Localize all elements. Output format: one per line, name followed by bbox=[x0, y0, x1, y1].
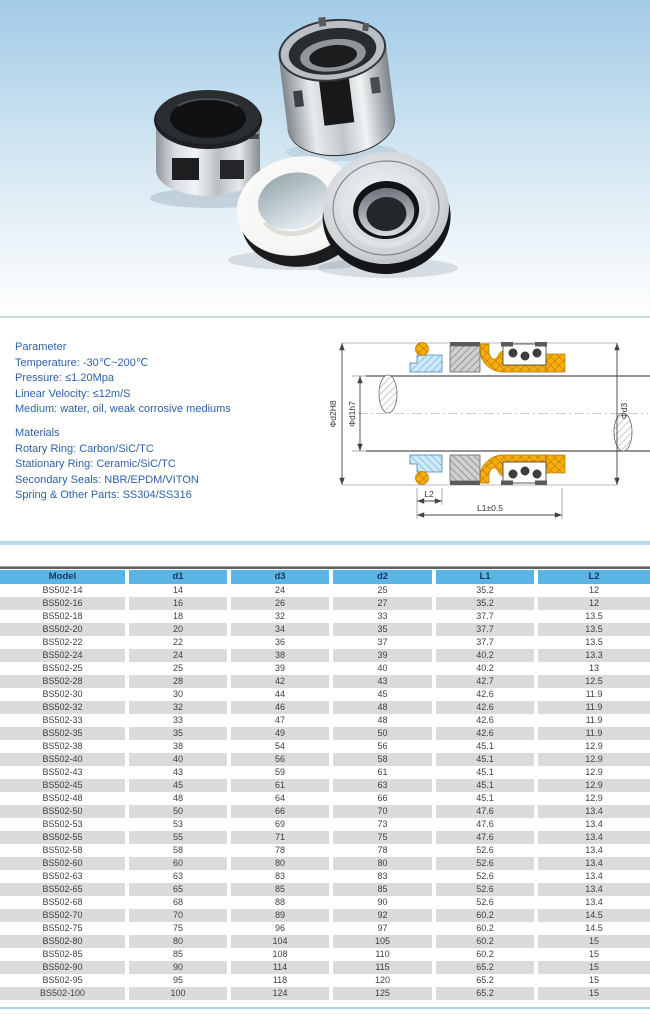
table-cell: BS502-95 bbox=[42, 975, 83, 985]
table-cell: 34 bbox=[231, 623, 329, 636]
column-header: L1 bbox=[436, 570, 534, 584]
table-cell: 63 bbox=[172, 871, 183, 881]
table-cell: BS502-60 bbox=[0, 857, 125, 870]
table-cell: 35.2 bbox=[436, 597, 534, 610]
table-cell: 15 bbox=[588, 949, 599, 959]
spec-line: Medium: water, oil, weak corrosive mediums bbox=[15, 403, 231, 415]
table-cell: 78 bbox=[377, 845, 388, 855]
table-row bbox=[0, 675, 650, 688]
table-cell: BS502-28 bbox=[0, 675, 125, 688]
dim-d1-label: Φd1h7 bbox=[347, 401, 357, 427]
table-cell: 45 bbox=[129, 779, 227, 792]
table-cell: 42.6 bbox=[476, 715, 494, 725]
table-cell: 13.4 bbox=[538, 857, 650, 870]
table-cell: 70 bbox=[129, 909, 227, 922]
product-photo bbox=[0, 0, 650, 318]
column-header: d3 bbox=[231, 570, 329, 584]
table-cell: 65.2 bbox=[436, 961, 534, 974]
table-cell: 56 bbox=[231, 753, 329, 766]
table-cell: 38 bbox=[172, 741, 183, 751]
table-cell: 13.5 bbox=[585, 637, 603, 647]
table-cell: 15 bbox=[588, 975, 599, 985]
table-header-row bbox=[0, 570, 650, 584]
table-cell: BS502-50 bbox=[0, 805, 125, 818]
table-cell: 32 bbox=[129, 701, 227, 714]
photo-border bbox=[0, 316, 650, 318]
table-cell: 52.6 bbox=[476, 897, 494, 907]
table-row bbox=[0, 896, 650, 909]
parameter-lines bbox=[15, 356, 320, 418]
table-row bbox=[0, 688, 650, 701]
table-row bbox=[0, 649, 650, 662]
spec-line: Rotary Ring: Carbon/SiC/TC bbox=[15, 442, 154, 455]
table-cell: 48 bbox=[377, 715, 388, 725]
table-cell: 11.9 bbox=[585, 689, 603, 699]
table-cell: BS502-40 bbox=[0, 753, 125, 766]
spring bbox=[509, 349, 517, 357]
table-cell: BS502-30 bbox=[42, 689, 83, 699]
table-cell: 11.9 bbox=[538, 701, 650, 714]
table-cell: 42.7 bbox=[436, 675, 534, 688]
table-cell: 42 bbox=[231, 675, 329, 688]
seal-head-angled bbox=[275, 10, 399, 162]
spec-line: Secondary Seals: NBR/EPDM/VITON bbox=[15, 473, 199, 486]
table-cell: 60 bbox=[129, 857, 227, 870]
table-cell: 65.2 bbox=[436, 987, 534, 1000]
table-row bbox=[0, 948, 650, 961]
table-cell: 13.3 bbox=[538, 649, 650, 662]
table-cell: 43 bbox=[172, 767, 183, 777]
table-row bbox=[0, 766, 650, 779]
shaft bbox=[358, 375, 650, 451]
table-cell: BS502-24 bbox=[0, 649, 125, 662]
table-cell: 12.5 bbox=[538, 675, 650, 688]
table-cell: 68 bbox=[172, 897, 183, 907]
table-cell: 120 bbox=[374, 975, 391, 985]
table-cell: BS502-53 bbox=[42, 819, 83, 829]
table-cell: 45.1 bbox=[476, 793, 494, 803]
table-cell: 60.2 bbox=[476, 949, 494, 959]
table-cell: 39 bbox=[333, 649, 432, 662]
table-cell: 40.2 bbox=[436, 649, 534, 662]
dim-d3-label: Φd3 bbox=[619, 402, 629, 420]
table-cell: 12 bbox=[538, 597, 650, 610]
table-cell: 95 bbox=[172, 975, 183, 985]
table-cell: BS502-18 bbox=[42, 611, 83, 621]
table-cell: 47.6 bbox=[476, 819, 494, 829]
table-cell: 114 bbox=[231, 961, 329, 974]
table-cell: 45.1 bbox=[436, 753, 534, 766]
table-cell: 48 bbox=[172, 793, 183, 803]
table-cell: BS502-33 bbox=[42, 715, 83, 725]
seal-photo-illustration bbox=[0, 0, 650, 318]
table-cell: 53 bbox=[172, 819, 183, 829]
table-cell: 96 bbox=[274, 923, 285, 933]
table-row bbox=[0, 818, 650, 831]
table-cell: 47 bbox=[274, 715, 285, 725]
table-cell: 20 bbox=[129, 623, 227, 636]
table-cell: 45.1 bbox=[476, 767, 494, 777]
table-cell: 88 bbox=[274, 897, 285, 907]
table-row bbox=[0, 714, 650, 727]
table-cell: 13 bbox=[588, 663, 599, 673]
table-cell: 13.5 bbox=[538, 623, 650, 636]
table-cell: 11.9 bbox=[538, 727, 650, 740]
table-top-divider bbox=[0, 566, 650, 569]
table-cell: 33 bbox=[172, 715, 183, 725]
table-cell: 69 bbox=[274, 819, 285, 829]
table-cell: 52.6 bbox=[436, 883, 534, 896]
table-row bbox=[0, 623, 650, 636]
table-cell: 37.7 bbox=[476, 637, 494, 647]
o-ring bbox=[416, 343, 429, 356]
table-cell: 50 bbox=[333, 727, 432, 740]
table-row bbox=[0, 844, 650, 857]
table-cell: 40 bbox=[377, 663, 388, 673]
table-cell: 108 bbox=[272, 949, 288, 959]
table-cell: 110 bbox=[375, 949, 390, 959]
parameter-heading: Parameter bbox=[15, 341, 67, 353]
table-cell: BS502-70 bbox=[0, 909, 125, 922]
table-cell: 43 bbox=[333, 675, 432, 688]
table-cell: 63 bbox=[333, 779, 432, 792]
table-cell: BS502-85 bbox=[42, 949, 83, 959]
table-row bbox=[0, 701, 650, 714]
table-rows-container bbox=[0, 570, 650, 1000]
column-header: Model bbox=[0, 570, 125, 584]
spec-line: Pressure: ≤1.20Mpa bbox=[15, 372, 114, 384]
table-cell: 35 bbox=[333, 623, 432, 636]
table-row bbox=[0, 584, 650, 597]
table-cell: 13.5 bbox=[585, 611, 603, 621]
table-row bbox=[0, 779, 650, 792]
table-cell: 61 bbox=[231, 779, 329, 792]
table-cell: BS502-22 bbox=[42, 637, 83, 647]
table-cell: BS502-75 bbox=[42, 923, 83, 933]
stationary-seat bbox=[410, 355, 442, 372]
table-cell: 39 bbox=[274, 663, 285, 673]
table-cell: 12.9 bbox=[585, 741, 603, 751]
table-cell: 85 bbox=[333, 883, 432, 896]
shaft-break-left bbox=[379, 375, 397, 413]
table-row bbox=[0, 636, 650, 649]
table-row bbox=[0, 753, 650, 766]
table-cell: 75 bbox=[333, 831, 432, 844]
page-bottom-rule bbox=[0, 1007, 650, 1009]
table-cell: 66 bbox=[231, 805, 329, 818]
dim-d2-label: Φd2H8 bbox=[328, 400, 338, 428]
table-cell: 85 bbox=[172, 949, 183, 959]
table-cell: 24 bbox=[129, 649, 227, 662]
table-cell: 12.9 bbox=[585, 767, 603, 777]
table-cell: BS502-65 bbox=[0, 883, 125, 896]
table-cell: BS502-45 bbox=[0, 779, 125, 792]
table-row bbox=[0, 792, 650, 805]
table-cell: 85 bbox=[231, 883, 329, 896]
table-cell: BS502-38 bbox=[42, 741, 83, 751]
table-cell: 35 bbox=[129, 727, 227, 740]
table-cell: 115 bbox=[333, 961, 432, 974]
table-cell: 37 bbox=[377, 637, 388, 647]
table-cell: 61 bbox=[377, 767, 388, 777]
dimension-table bbox=[0, 566, 650, 1000]
table-cell: 13.4 bbox=[585, 871, 603, 881]
table-cell: 46 bbox=[231, 701, 329, 714]
table-cell: 37.7 bbox=[476, 611, 494, 621]
table-cell: 90 bbox=[377, 897, 388, 907]
table-row bbox=[0, 935, 650, 948]
table-cell: 118 bbox=[272, 975, 288, 985]
table-cell: 52.6 bbox=[436, 857, 534, 870]
table-cell: 104 bbox=[231, 935, 329, 948]
table-cell: 13.4 bbox=[585, 845, 603, 855]
table-cell: BS502-43 bbox=[42, 767, 83, 777]
table-cell: 125 bbox=[333, 987, 432, 1000]
table-cell: BS502-32 bbox=[0, 701, 125, 714]
table-cell: 12.9 bbox=[585, 793, 603, 803]
table-row bbox=[0, 857, 650, 870]
table-row bbox=[0, 987, 650, 1000]
table-cell: 15 bbox=[538, 935, 650, 948]
table-cell: 56 bbox=[377, 741, 388, 751]
table-cell: 14 bbox=[172, 585, 183, 595]
table-row bbox=[0, 870, 650, 883]
table-cell: 42.6 bbox=[436, 701, 534, 714]
table-cell: 44 bbox=[274, 689, 285, 699]
elastomer-block bbox=[546, 354, 565, 372]
table-cell: 25 bbox=[172, 663, 183, 673]
spec-line: Spring & Other Parts: SS304/SS316 bbox=[15, 489, 192, 501]
rotary-ring bbox=[450, 346, 480, 372]
table-row bbox=[0, 805, 650, 818]
table-cell: 71 bbox=[231, 831, 329, 844]
table-cell: 40.2 bbox=[476, 663, 494, 673]
table-cell: 52.6 bbox=[476, 845, 494, 855]
section-separator bbox=[0, 541, 650, 545]
table-cell: 65 bbox=[129, 883, 227, 896]
table-cell: 65.2 bbox=[476, 975, 494, 985]
table-cell: 90 bbox=[129, 961, 227, 974]
table-cell: BS502-90 bbox=[0, 961, 125, 974]
table-cell: 14.5 bbox=[585, 923, 603, 933]
spring bbox=[533, 349, 541, 357]
table-cell: 92 bbox=[333, 909, 432, 922]
column-header: L2 bbox=[538, 570, 650, 584]
table-cell: 42.6 bbox=[476, 689, 494, 699]
parameter-block bbox=[15, 340, 320, 418]
table-cell: 12.9 bbox=[538, 753, 650, 766]
table-cell: 100 bbox=[129, 987, 227, 1000]
table-row bbox=[0, 883, 650, 896]
table-row bbox=[0, 961, 650, 974]
table-cell: BS502-35 bbox=[0, 727, 125, 740]
seal-assembly-section bbox=[410, 342, 565, 372]
table-cell: 49 bbox=[231, 727, 329, 740]
table-cell: BS502-14 bbox=[42, 585, 83, 595]
column-header: d1 bbox=[129, 570, 227, 584]
table-cell: 13.4 bbox=[538, 831, 650, 844]
table-cell: BS502-68 bbox=[42, 897, 83, 907]
spec-line: Stationary Ring: Ceramic/SiC/TC bbox=[15, 458, 176, 470]
table-cell: 97 bbox=[377, 923, 388, 933]
table-cell: 13.4 bbox=[538, 883, 650, 896]
table-cell: 80 bbox=[129, 935, 227, 948]
table-row bbox=[0, 740, 650, 753]
table-cell: 50 bbox=[129, 805, 227, 818]
table-cell: BS502-25 bbox=[42, 663, 83, 673]
table-cell: 22 bbox=[172, 637, 183, 647]
table-cell: 38 bbox=[231, 649, 329, 662]
table-cell: 47.6 bbox=[436, 831, 534, 844]
table-cell: 13.4 bbox=[538, 805, 650, 818]
table-cell: 14.5 bbox=[538, 909, 650, 922]
table-cell: 55 bbox=[129, 831, 227, 844]
table-row bbox=[0, 974, 650, 987]
table-cell: BS502-80 bbox=[0, 935, 125, 948]
table-cell: 27 bbox=[333, 597, 432, 610]
table-cell: 80 bbox=[333, 857, 432, 870]
table-row bbox=[0, 610, 650, 623]
table-cell: 13.4 bbox=[585, 897, 603, 907]
table-row bbox=[0, 831, 650, 844]
table-cell: 30 bbox=[172, 689, 183, 699]
spring bbox=[521, 352, 529, 360]
table-cell: 83 bbox=[274, 871, 285, 881]
table-row bbox=[0, 727, 650, 740]
table-cell: 83 bbox=[377, 871, 388, 881]
table-cell: 33 bbox=[377, 611, 388, 621]
table-cell: 15 bbox=[538, 987, 650, 1000]
table-cell: BS502-100 bbox=[0, 987, 125, 1000]
table-row bbox=[0, 922, 650, 935]
table-cell: BS502-63 bbox=[42, 871, 83, 881]
table-cell: 75 bbox=[172, 923, 183, 933]
dim-l2-label: L2 bbox=[424, 489, 434, 499]
table-cell: 13.4 bbox=[585, 819, 603, 829]
table-cell: 66 bbox=[377, 793, 388, 803]
table-cell: 89 bbox=[231, 909, 329, 922]
table-cell: 16 bbox=[129, 597, 227, 610]
seal-rotary-unit bbox=[154, 90, 262, 196]
table-cell: 58 bbox=[333, 753, 432, 766]
table-cell: 60.2 bbox=[436, 935, 534, 948]
table-cell: 45 bbox=[377, 689, 388, 699]
table-cell: BS502-20 bbox=[0, 623, 125, 636]
table-cell: 37.7 bbox=[436, 623, 534, 636]
table-cell: 24 bbox=[274, 585, 285, 595]
table-cell: 42.6 bbox=[436, 727, 534, 740]
table-cell: 15 bbox=[538, 961, 650, 974]
table-cell: 47.6 bbox=[436, 805, 534, 818]
table-cell: 70 bbox=[333, 805, 432, 818]
table-row bbox=[0, 597, 650, 610]
table-cell: 28 bbox=[129, 675, 227, 688]
materials-heading: Materials bbox=[15, 427, 60, 439]
table-cell: 73 bbox=[377, 819, 388, 829]
table-cell: 60.2 bbox=[436, 909, 534, 922]
table-cell: BS502-16 bbox=[0, 597, 125, 610]
technical-drawing bbox=[324, 331, 650, 538]
table-cell: 52.6 bbox=[476, 871, 494, 881]
column-header: d2 bbox=[333, 570, 432, 584]
table-row bbox=[0, 909, 650, 922]
table-cell: 12.9 bbox=[538, 779, 650, 792]
table-cell: 25 bbox=[377, 585, 388, 595]
table-cell: 45.1 bbox=[476, 741, 494, 751]
table-cell: 40 bbox=[129, 753, 227, 766]
table-cell: 11.9 bbox=[585, 715, 603, 725]
dim-l1-label: L1±0.5 bbox=[477, 503, 503, 513]
materials-block bbox=[15, 426, 320, 504]
table-cell: 35.2 bbox=[476, 585, 494, 595]
spec-line: Linear Velocity: ≤12m/S bbox=[15, 387, 131, 400]
cross-section-diagram bbox=[324, 331, 650, 538]
table-cell: BS502-55 bbox=[0, 831, 125, 844]
materials-lines bbox=[15, 442, 320, 504]
table-cell: 59 bbox=[274, 767, 285, 777]
table-cell: BS502-58 bbox=[42, 845, 83, 855]
table-cell: 45.1 bbox=[436, 779, 534, 792]
table-cell: 54 bbox=[274, 741, 285, 751]
table-cell: 48 bbox=[333, 701, 432, 714]
table-cell: 80 bbox=[231, 857, 329, 870]
table-cell: 32 bbox=[274, 611, 285, 621]
table-cell: 58 bbox=[172, 845, 183, 855]
table-cell: 78 bbox=[274, 845, 285, 855]
table-cell: 36 bbox=[274, 637, 285, 647]
table-row bbox=[0, 662, 650, 675]
table-cell: 124 bbox=[231, 987, 329, 1000]
table-cell: 12 bbox=[588, 585, 599, 595]
table-cell: 64 bbox=[274, 793, 285, 803]
table-cell: 105 bbox=[333, 935, 432, 948]
table-cell: 26 bbox=[231, 597, 329, 610]
table-cell: 18 bbox=[172, 611, 183, 621]
table-cell: BS502-48 bbox=[42, 793, 83, 803]
table-cell: 60.2 bbox=[476, 923, 494, 933]
spec-line: Temperature: -30℃~200℃ bbox=[15, 356, 149, 369]
